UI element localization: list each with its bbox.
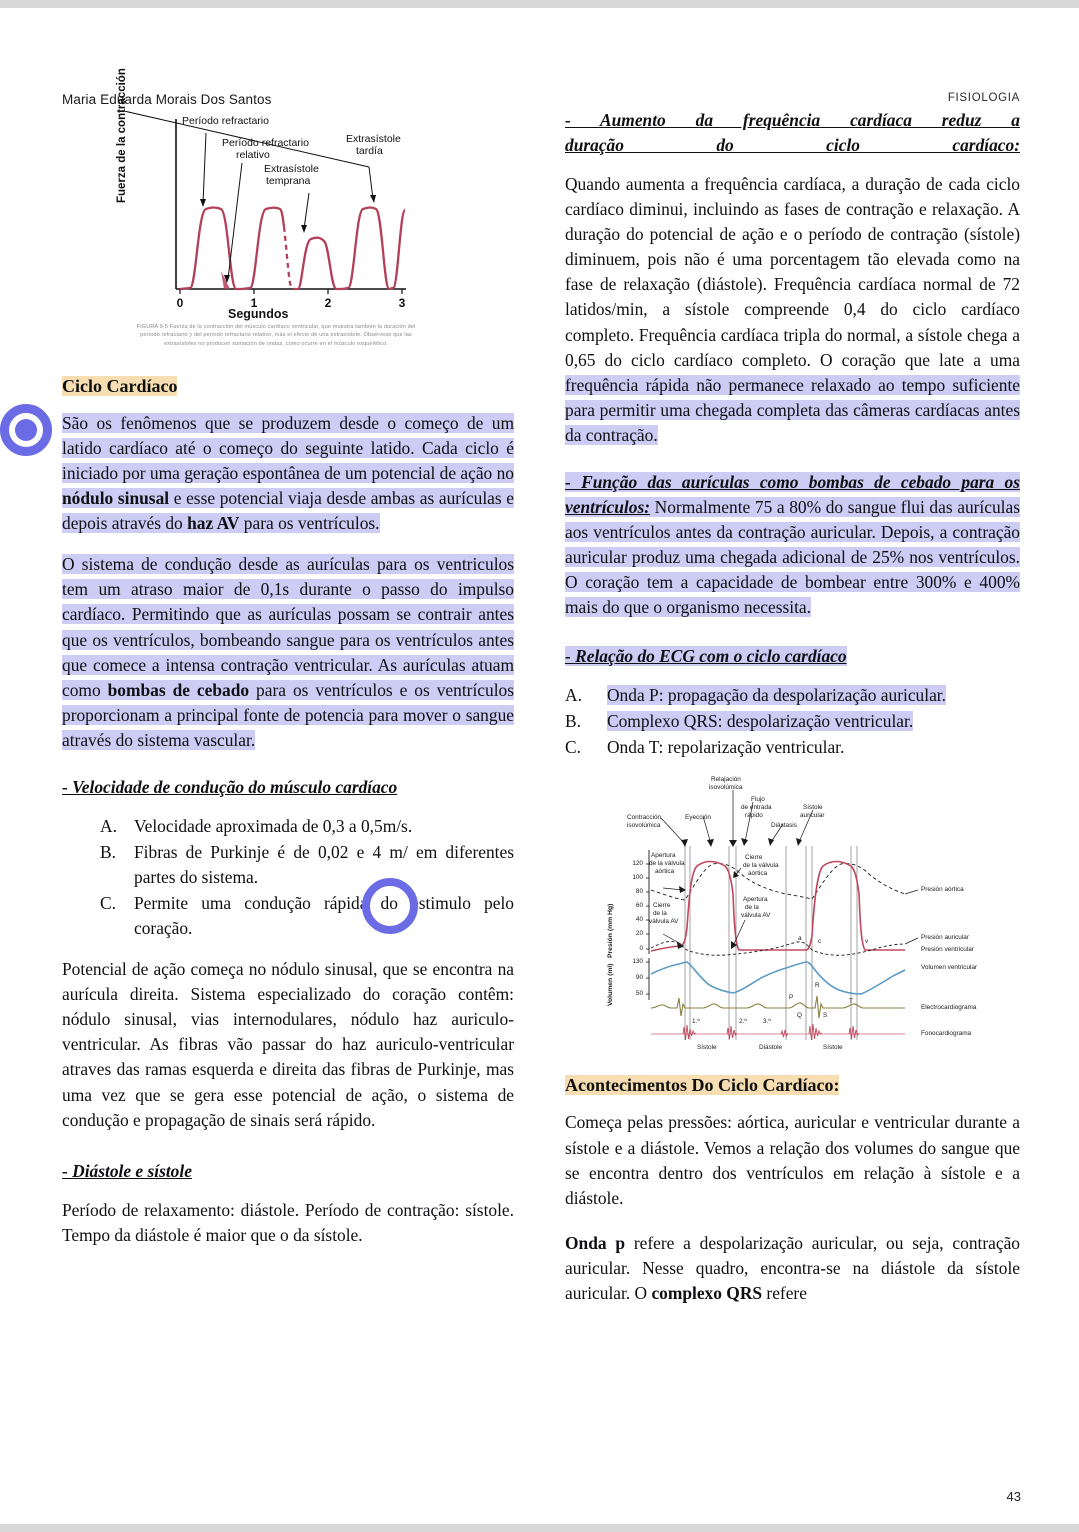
figure2-annotation-cierre-av-line3: válvula AV	[649, 918, 679, 926]
list-item-text: Complexo QRS: despolarização ventricular.	[607, 711, 914, 732]
figure2-annotation-cierre-aortica-line3: aórtica	[748, 870, 768, 878]
cursor-target-dot	[15, 419, 37, 441]
figure2-label-presion-auricular: Presión auricular	[921, 934, 969, 942]
figure2-annotation-contraccion-line2: isovolúmica	[627, 822, 661, 830]
list-item	[565, 683, 1020, 708]
figure2-annotation-flujo-line1: Flujo	[751, 796, 765, 804]
list-item	[565, 709, 1020, 734]
text-p2-bombas-cebado: bombas de cebado	[107, 679, 250, 700]
figure2-annotation-apertura-aortica-line3: aórtica	[655, 868, 675, 876]
heading-relacao-ecg-text: - Relação do ECG com o ciclo cardíaco	[565, 646, 847, 667]
list-item-text: Onda P: propagação da despolarização auricular.	[607, 685, 946, 706]
figure2-tick-60: 60	[635, 902, 643, 910]
figure2-annotation-apertura-aortica-line1: Apertura	[651, 852, 676, 860]
list-item: Permite uma condução rápida do estimulo pelo coração.	[134, 893, 514, 939]
heading-acontecimentos-text: Acontecimentos Do Ciclo Cardíaco:	[565, 1075, 840, 1096]
figure2-annotation-relajacion-line1: Relajación	[711, 776, 741, 784]
figure2-sound-mark-1: 1.º	[692, 1018, 700, 1026]
figure2-tick-40: 40	[635, 916, 643, 924]
figure2-annotation-sistole-auricular-line2: auricular	[800, 812, 825, 820]
list-relacao-ecg	[565, 683, 1020, 760]
figure2-wave-mark-v: v	[865, 938, 869, 946]
figure2-annotation-cierre-av-line1: Cierre	[653, 902, 671, 910]
figure2-phase-sistole-1: Sístole	[697, 1044, 717, 1052]
text-r-p1-plain: Quando aumenta a frequência cardíaca, a duração de cada ciclo cardíaco diminui, incluindo as fases de contração e relaxação. A duração do potencial de ação e o período de contração (sístole) diminuem, pois não é uma porcentagem tão elevada como na fase de relaxação (diástole). Frequência cardíaca normal de 72 latidos/min, a sístole compreende 0,4 do ciclo cardíaco completo. Frequência cardíaca tripla do normal, a sístole chega a 0,65 do ciclo cardíaco completo. O coração que late a uma	[565, 174, 1020, 370]
paragraph-potencial-acao: Potencial de ação começa no nódulo sinusal, que se encontra na aurícula direita. Sistema especializado do coração contêm: nódulo sinusal, vias internodulares, nódulo haz auriculo-ventricular. As fibras vão passar do haz auriculo-ventricular atraves das ramas esquerda e direita das fibras de Purkinje, mas uma vez que se gera esse potencial de ação, o sistema de condução e propagação de sinais será rápido.	[62, 959, 514, 1130]
course-tag: FISIOLOGIA	[947, 92, 1020, 104]
figure2-annotation-eyeccion: Eyección	[685, 814, 711, 822]
text-r-p1-highlighted: frequência rápida não permanece relaxado ao tempo suficiente para permitir uma chegada completa das câmeras cardíacas antes da contração.	[565, 374, 1020, 445]
figure2-sound-mark-3: 3.º	[763, 1018, 771, 1026]
page-number: 43	[1006, 1489, 1021, 1504]
figure1-x-axis-label: Segundos	[228, 307, 289, 321]
figure2-annotation-apertura-av-line3: válvula AV	[741, 912, 771, 920]
figure2-ecg-mark-t: T	[849, 998, 853, 1006]
figure2-tick-20: 20	[635, 930, 643, 938]
heading-aumento-frequencia-line2: duração do ciclo cardíaco:	[565, 135, 1020, 156]
svg-text:2: 2	[324, 296, 332, 310]
figure2-ecg-mark-q: Q	[797, 1012, 802, 1020]
figure1-annotation-extrasistole-tardia-line2: tardía	[356, 145, 383, 157]
figure2-wave-mark-c: c	[818, 938, 822, 946]
figure2-annotation-diastasis: Diástasis	[771, 822, 797, 830]
heading-ciclo-cardiaco	[62, 376, 514, 397]
svg-text:1: 1	[250, 296, 258, 310]
figure2-wave-mark-a: a	[798, 935, 802, 943]
figure2-tick-50: 50	[635, 990, 643, 998]
figure2-volume-axis-title: Volumen (ml)	[607, 963, 614, 1007]
figure2-annotation-flujo-line2: de entrada	[741, 804, 772, 812]
svg-text:0: 0	[176, 296, 184, 310]
figure2-label-volumen-ventricular: Volumen ventricular	[921, 964, 978, 972]
text-p1-part3: para os ventrículos.	[239, 513, 380, 534]
heading-velocidade-conducao: - Velocidade de condução do músculo cardíaco	[62, 776, 398, 797]
cursor-ring-icon[interactable]	[362, 878, 418, 934]
text-p2-part1: O sistema de condução desde as aurículas para os ventriculos tem um atraso maior de 0,1s durante o passo do impulso cardíaco. Permitindo que as aurículas possam se contrair antes que os ventrículos, bombeando sangue para os ventrículos antes que comece a intensa contração ventricular. As aurículas atuam como	[62, 554, 514, 700]
heading-funcao-auriculas: - Função das aurículas como bombas de cebado para os ventrículos:	[565, 471, 1020, 517]
figure1-annotation-extrasistole-temprana-line1: Extrasístole	[264, 163, 319, 175]
figure2-annotation-cierre-av-line2: de la	[653, 910, 667, 918]
figure2-ecg-mark-r: R	[815, 982, 820, 990]
figure2-tick-100: 100	[632, 874, 643, 882]
figure1-annotation-periodo-relativo-line1: Período refractario	[222, 137, 309, 149]
text-onda-p-body: refere a despolarização auricular, ou seja, contração auricular. Nesse quadro, encontra-se na diástole da sístole auricular. O	[565, 1232, 1020, 1303]
text-r-p2-body: Normalmente 75 a 80% do sangue flui das aurículas aos ventrículos antes da contração auricular. Depois, a contração auricular produz uma chegada adicional de 25% nos ventrículos. O coração tem a capacidade de bombear entre 300% e 400% mais do que o organismo necessita.	[565, 496, 1020, 618]
author-name: Maria Eduarda Morais Dos Santos	[62, 92, 272, 107]
right-column	[565, 92, 1020, 1322]
list-item-text: Onda T: repolarização ventricular.	[607, 737, 845, 758]
paragraph-onda-p	[565, 1231, 1020, 1306]
heading-aumento-frequencia-line1: - Aumento da frequência cardíaca reduz a	[565, 110, 1020, 130]
heading-ciclo-cardiaco-text: Ciclo Cardíaco	[62, 376, 178, 396]
figure2-annotation-apertura-av-line2: de la	[745, 904, 759, 912]
text-complexo-qrs-bold: complexo QRS	[651, 1282, 763, 1303]
figure2-label-presion-aortica: Presión aórtica	[921, 886, 964, 894]
figure2-tick-120: 120	[632, 860, 643, 868]
text-p1-part2: e esse potencial viaja desde ambas as aurículas e depois através do	[62, 488, 514, 534]
figure2-ecg-mark-p: P	[789, 994, 794, 1002]
figure2-ecg-mark-s: S	[823, 1012, 828, 1020]
figure2-tick-130: 130	[632, 958, 643, 966]
figure1-annotation-periodo-refractario: Período refractario	[182, 115, 269, 127]
paragraph-frequencia-cardiaca	[565, 172, 1020, 448]
heading-acontecimentos	[565, 1075, 1020, 1096]
figure2-sound-mark-2: 2.º	[739, 1018, 747, 1026]
left-column	[62, 68, 515, 1264]
text-p1-nodulo-sinusal: nódulo sinusal	[62, 488, 170, 509]
figure2-pressure-axis-title: Presión (mm Hg)	[607, 904, 614, 959]
figure1-annotation-extrasistole-temprana-line2: temprana	[266, 175, 311, 187]
cursor-target-icon[interactable]	[0, 404, 52, 456]
figure2-annotation-sistole-auricular-line1: Sístole	[803, 804, 823, 812]
list-item	[565, 735, 1020, 760]
text-p2-part2: para os ventrículos e os ventrículos proporcionam a principal fonte de potencia para mover o sangue através do sistema vascular.	[62, 679, 515, 750]
figure2-annotation-relajacion-line2: isovolúmica	[709, 784, 743, 792]
page-edge-bottom	[0, 1524, 1079, 1532]
figure2-tick-0: 0	[639, 945, 643, 953]
figure2-tick-80: 80	[635, 888, 643, 896]
list-item: Fibras de Purkinje é de 0,02 e 4 m/ em diferentes partes do sistema.	[134, 841, 514, 887]
page-edge-top	[0, 0, 1079, 8]
figure2-annotation-cierre-aortica-line1: Cierre	[745, 854, 763, 862]
figure1-caption: FIGURA 9-5 Fuerza de la contracción del músculo cardíaco ventricular, que muestra también la duración del período refractario y del período refractario relativo, más el efecto de una extrasístole. Obsérvese que las extrasístoles no producen sumación de ondas, como ocurre en el músculo esquelético.	[136, 324, 416, 347]
text-onda-p-bold: Onda p	[565, 1232, 626, 1253]
heading-aumento-frequencia	[565, 108, 1020, 158]
heading-diastole-sistole: - Diástole e sístole	[62, 1160, 192, 1181]
text-p1-part1: São os fenômenos que se produzem desde o começo de um latido cardíaco até o começo do seguinte latido. Cada ciclo é iniciado por uma geração espontânea de um potencial de ação no	[62, 413, 514, 484]
figure2-label-presion-ventricular: Presión ventricular	[921, 946, 974, 954]
figure1-annotation-periodo-relativo-line2: relativo	[236, 149, 270, 161]
figure2-tick-90: 90	[635, 974, 643, 982]
figure2-phase-sistole-2: Sístole	[823, 1044, 843, 1052]
figure2-annotation-contraccion-line1: Contracción	[627, 814, 662, 822]
figure1-y-axis-label: Fuerza de la contracción	[116, 68, 128, 203]
figure2-label-electrocardiograma: Electrocardiograma	[921, 1004, 977, 1012]
figure2-label-fonocardiograma: Fonocardiograma	[921, 1030, 972, 1038]
figure2-annotation-cierre-aortica-line2: de la válvula	[743, 862, 779, 870]
list-item: Velocidade aproximada de 0,3 a 0,5m/s.	[134, 815, 413, 836]
figure2-phase-diastole: Diástole	[759, 1044, 783, 1052]
figure2-annotation-flujo-line3: rápido	[745, 812, 763, 820]
figure-wiggers-diagram	[593, 768, 993, 1063]
heading-relacao-ecg	[565, 644, 1020, 669]
figure2-annotation-apertura-aortica-line2: de la válvula	[649, 860, 685, 868]
paragraph-funcao-auriculas	[565, 470, 1020, 620]
text-onda-p-tail: refere	[762, 1282, 807, 1303]
paragraph-acontecimentos: Começa pelas pressões: aórtica, auricular e ventricular durante a sístole e a diástole. Vemos a relação dos volumes do sangue que se encontra dentro dos ventrículos em relação à sístole e a diástole.	[565, 1112, 1020, 1208]
text-p1-haz-av: haz AV	[187, 513, 240, 534]
paragraph-sistema-conducao	[62, 552, 514, 753]
figure2-annotation-apertura-av-line1: Apertura	[743, 896, 768, 904]
paragraph-ciclo-definicao	[62, 411, 514, 536]
svg-text:3: 3	[398, 296, 406, 310]
paragraph-diastole-sistole: Período de relaxamento: diástole. Período de contração: sístole. Tempo da diástole é maior que o da sístole.	[62, 1199, 514, 1245]
figure1-annotation-extrasistole-tardia-line1: Extrasístole	[346, 133, 401, 145]
list-velocidade-conducao	[62, 814, 514, 941]
